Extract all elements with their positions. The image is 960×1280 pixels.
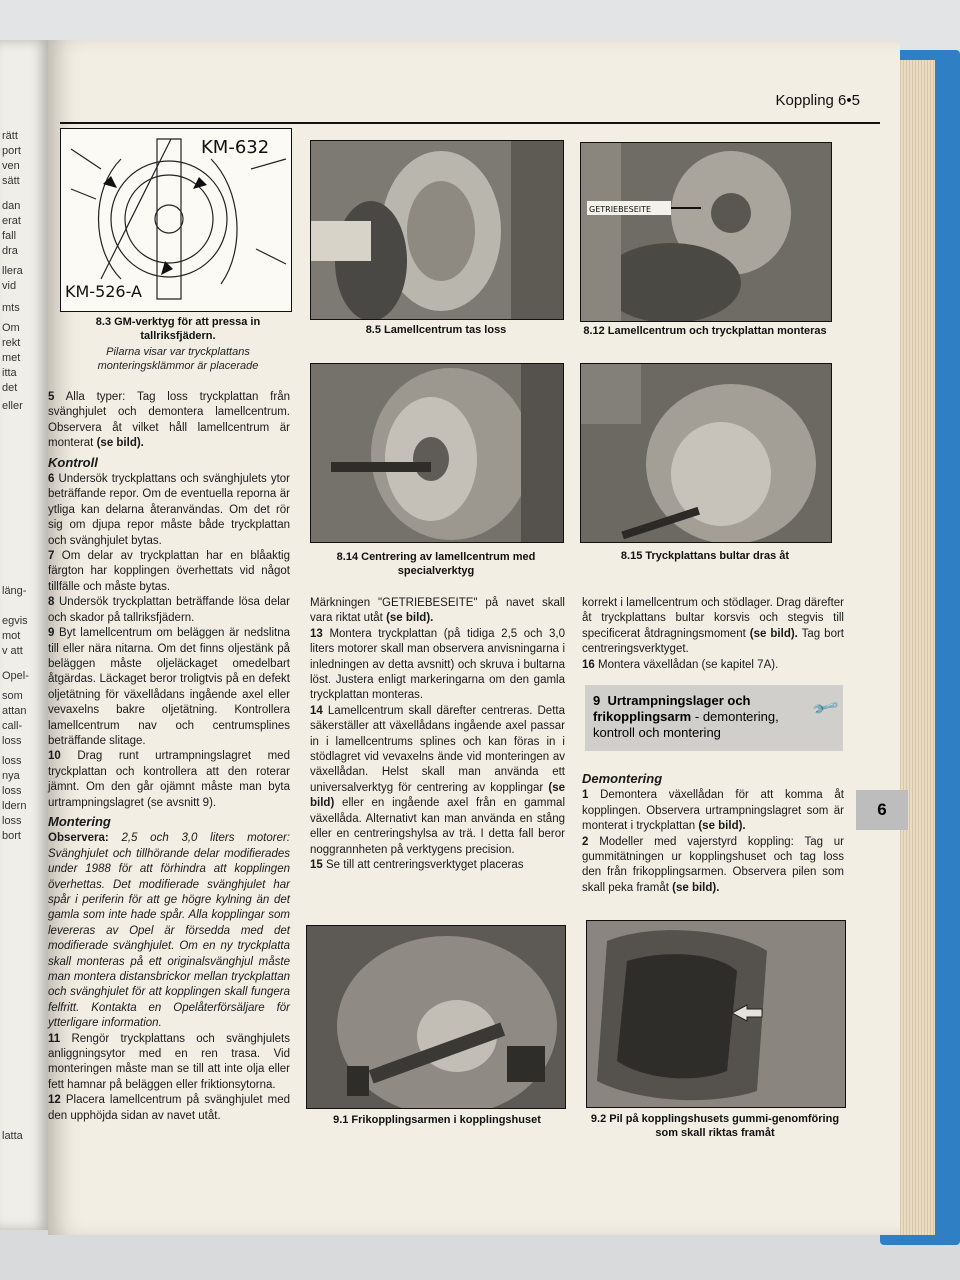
paragraph-15-continued: korrekt i lamellcentrum och stödlager. Drag därefter åt tryckplattans bultar korsvis och stegvis till specificerat åtdragningsmoment (se bild). Tag bort centreringsverktyget. — [582, 597, 844, 656]
section-9-heading-box — [585, 685, 843, 751]
previous-page-fragment: ldern — [2, 800, 27, 812]
paragraph-16: 16 Montera växellådan (se kapitel 7A). — [582, 658, 779, 671]
figure-9-1-photo — [306, 925, 566, 1109]
pressure-plate-bolts-photo — [581, 364, 831, 542]
header-rule — [60, 122, 880, 124]
heading-montering: Montering — [48, 813, 111, 829]
previous-page-fragment: vid — [2, 280, 17, 292]
difficulty-wrench-icon: 🔧 — [811, 692, 840, 722]
caption-8-14: 8.14 Centrering av lamellcentrum med specialverktyg — [336, 551, 536, 577]
previous-page — [0, 40, 50, 1230]
previous-page-fragment: dan — [2, 200, 21, 212]
heading-kontroll: Kontroll — [48, 454, 98, 470]
previous-page-fragment: fall — [2, 230, 17, 242]
figure-8-12-photo — [580, 142, 832, 322]
heading-demontering: Demontering — [582, 771, 663, 786]
previous-page-fragment: latta — [2, 1130, 23, 1142]
paragraph-14: 14 Lamellcentrum skall därefter centreras. Detta säkerställer att växellådans ingående axel passar in i lamellcentrums splines och kan föras in i stödlagret vid vevaxelns ände vid monteringen av växellådan. Helst skall man använda ett universalverktyg för centrering av kopplingar (se bild) eller en ingående axel från en gammal växellåda. Alternativt kan man använda en stång eller en centreringshylsa av trä. I detta fall beror noggrannheten på verktygens precision. — [310, 704, 566, 856]
paragraph-6: 6 Undersök tryckplattans och svänghjulets ytor beträffande repor. Om de eventuella reporna är ytliga kan delarna återanvändas. Om det rör sig om djupa repor måste både tryckplattan och svänghjulet bytas. — [48, 473, 290, 547]
previous-page-fragment: dra — [2, 245, 18, 257]
previous-page-fragment: llera — [2, 265, 23, 277]
previous-page-fragment: loss — [2, 785, 22, 797]
paragraph-12: 12 Placera lamellcentrum på svänghjulet med den upphöjda sidan av navet utåt. — [48, 1094, 290, 1122]
subcaption-8-3: Pilarna visar var tryckplattans monteringsklämmor är placerade — [97, 346, 259, 372]
hub-marking-label: GETRIEBESEITE — [589, 205, 652, 214]
paragraph-9-1: 1 Demontera växellådan för att komma åt kopplingen. Observera urtrampningslagret som är monterat i tryckplattan (se bild). — [582, 789, 844, 833]
release-arm-photo — [307, 926, 565, 1108]
paragraph-13: 13 Montera tryckplattan (på tidiga 2,5 och 3,0 liters motorer skall man observera anvisningarna i inledningen av detta avsnitt) och skruva i bultarna löst. Justera enligt markeringarna om den gamla tryckplattan monteras. — [310, 627, 565, 702]
previous-page-fragment: erat — [2, 215, 21, 227]
previous-page-fragment: call- — [2, 720, 23, 732]
text-column-1 — [48, 390, 290, 1124]
previous-page-fragment: som — [2, 690, 23, 702]
previous-page-fragment: ven — [2, 160, 20, 172]
chapter-tab: 6 — [856, 790, 908, 830]
figure-8-14-photo — [310, 363, 564, 543]
figure-8-5-photo — [310, 140, 564, 320]
paragraph-marking: Märkningen "GETRIEBESEITE" på navet skall vara riktat utåt (se bild). — [310, 597, 565, 625]
previous-page-fragment: Opel- — [2, 670, 29, 682]
previous-page-fragment: port — [2, 145, 21, 157]
previous-page-fragment: det — [2, 382, 18, 394]
paragraph-10: 10 Drag runt urtrampningslagret med tryckplattan och kontrollera att den roterar jämnt. Om den går ojämnt måste man byta urtrampningslagret (se avsnitt 9). — [48, 750, 290, 809]
previous-page-fragment: rekt — [2, 337, 21, 349]
paragraph-5: 5 Alla typer: Tag loss tryckplattan från svänghjulet och demontera lamellcentrum. Observera åt vilket håll lamellcentrum är monterat (se bild). — [48, 391, 290, 450]
clutch-disc-photo-8-12 — [581, 143, 831, 321]
previous-page-fragment: läng- — [2, 585, 27, 597]
paragraph-7: 7 Om delar av tryckplattan har en blåaktig färgton har kopplingen överhettats vid något tillfälle och måste bytas. — [48, 550, 290, 593]
previous-page-fragment: rätt — [2, 130, 18, 142]
previous-page-fragment: loss — [2, 815, 22, 827]
caption-9-1: 9.1 Frikopplingsarmen i kopplingshuset — [333, 1114, 541, 1126]
previous-page-fragment: Om — [2, 322, 20, 334]
flywheel-photo-8-5 — [311, 141, 563, 319]
caption-8-12: 8.12 Lamellcentrum och tryckplattan monteras — [583, 325, 827, 337]
previous-page-fragment: met — [2, 352, 21, 364]
paragraph-11: 11 Rengör tryckplattans och svänghjulets anliggningsytor med en ren trasa. Vid monteringen måste man se till att inte olja eller fett hamnar på beläggen eller friktionsytorna. — [48, 1032, 291, 1091]
clutch-tool-drawing — [61, 129, 291, 311]
page-stack-edge — [895, 60, 935, 1235]
previous-page-fragment: mot — [2, 630, 21, 642]
text-column-2 — [310, 596, 565, 873]
caption-8-3: 8.3 GM-verktyg för att pressa in tallriksfjädern. — [95, 316, 261, 342]
figure-8-15-photo — [580, 363, 832, 543]
previous-page-fragment: itta — [2, 367, 17, 379]
page-header-title: Koppling 6•5 — [775, 92, 860, 109]
text-column-3-lower — [582, 768, 844, 896]
caption-9-2: 9.2 Pil på kopplingshusets gummi-genomföring som skall riktas framåt — [590, 1113, 840, 1139]
previous-page-fragment: eller — [2, 400, 23, 412]
previous-page-fragment: nya — [2, 770, 20, 782]
figure-9-2-photo — [586, 920, 846, 1108]
previous-page-fragment: v att — [2, 645, 23, 657]
previous-page-fragment: attan — [2, 705, 27, 717]
rubber-grommet-photo — [587, 921, 845, 1107]
text-column-3 — [582, 596, 844, 673]
figure-8-3-drawing — [60, 128, 292, 312]
paragraph-9: 9 Byt lamellcentrum om beläggen är nedslitna till eller nära nitarna. Om det finns oljestänk på beläggen måste oljeläckaget omedelbart åtgärdas. Läckaget beror troligtvis på en defekt oljetätning för växellådans ingående axel eller vevaxelns bakre oljetätning. Kontrollera lamellcentrum nav och centrumsplines beträffande slitage. — [48, 627, 290, 747]
caption-8-15: 8.15 Tryckplattans bultar dras åt — [620, 550, 790, 562]
caption-8-5: 8.5 Lamellcentrum tas loss — [365, 324, 507, 336]
previous-page-fragment: bort — [2, 830, 21, 842]
previous-page-fragment: mts — [2, 302, 20, 314]
paragraph-15: 15 Se till att centreringsverktyget placeras — [310, 858, 524, 871]
previous-page-fragment: egvis — [2, 615, 28, 627]
note-observera: Observera: 2,5 och 3,0 liters motorer: Svänghjulet och tillhörande delar modifierades under 1988 för att förhindra att kopplingen överhettas. Det modifierade svänghjulet har spår i periferin för att ge högre kylning än det gamla som inte hade spår. Alla kopplingar som levereras av Opel är försedda med det modifierade svänghjulet. Om en ny tryckplatta skall monteras på ett originalsvänghjul måste man montera distansbrickor mellan tryckplattan och svänghjulet för att kopplingen skall fungera felfritt. Kontakta en Opelåterförsäljare för ytterligare information. — [48, 832, 290, 1030]
previous-page-fragment: sätt — [2, 175, 20, 187]
tool-label-km632: KM-632 — [201, 137, 270, 158]
tool-label-km526: KM-526-A — [65, 282, 142, 301]
manual-page — [48, 40, 900, 1235]
section-9-title: 9 Urtrampningslager och frikopplingsarm - demontering, kontroll och montering — [593, 693, 779, 740]
paragraph-9-2: 2 Modeller med vajerstyrd koppling: Tag ur gummitätningen ur kopplingshuset och tag loss den från frikopplingsarmen. Observera pilen som skall peka framåt (se bild). — [582, 835, 844, 894]
paragraph-8: 8 Undersök tryckplattan beträffande lösa delar och skador på tallriksfjädern. — [48, 596, 290, 624]
centering-tool-photo — [311, 364, 563, 542]
previous-page-fragment: loss — [2, 755, 22, 767]
previous-page-fragment: loss — [2, 735, 22, 747]
